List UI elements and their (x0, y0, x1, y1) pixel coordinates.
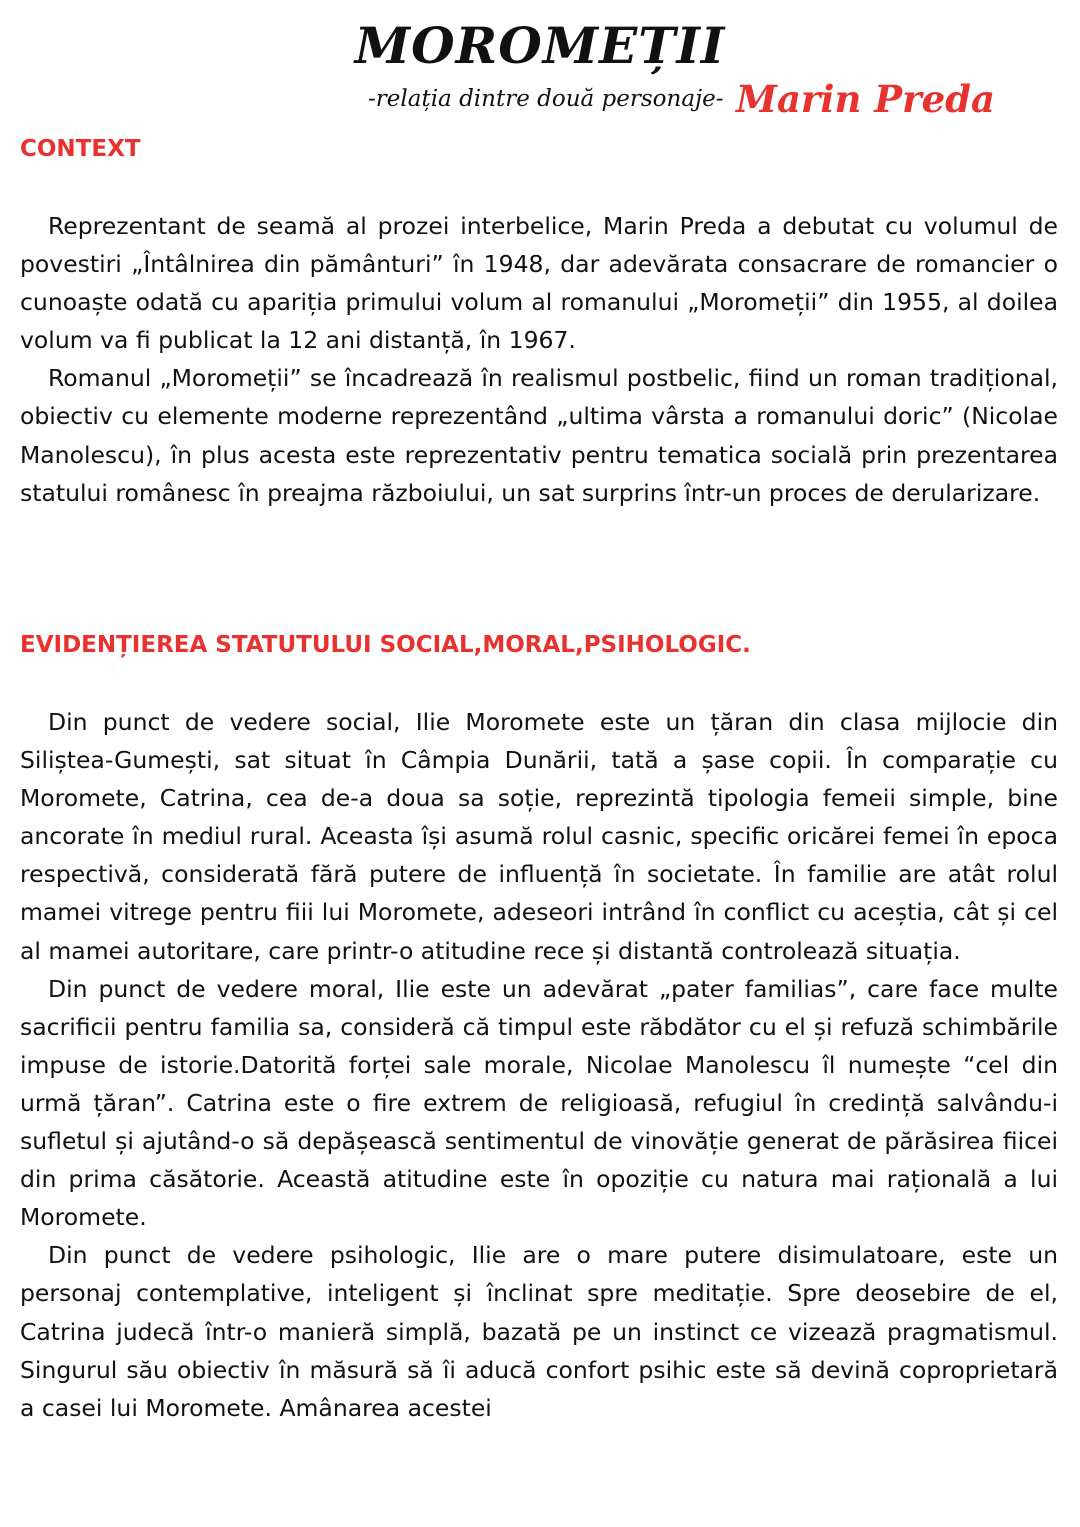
paragraph: Romanul „Moromeții” se încadrează în realismul postbelic, fiind un roman tradițional, obiectiv cu elemente moderne reprezentând „ultima vârsta a romanului doric” (Nicolae Manolescu), în plus acesta este reprezentativ pentru tematica socială prin prezentarea statului românesc în preajma războiului, un sat surprins într-un proces de derularizare. (20, 364, 1058, 507)
document-title: MOROMEȚII (354, 16, 726, 75)
author-name: Marin Preda (736, 77, 995, 121)
paragraph: Din punct de vedere moral, Ilie este un adevărat „pater familias”, care face multe sacrificii pentru familia sa, consideră că timpul este răbdător cu el și refuză schimbările impuse de istorie.Datorită forței sale morale, Nicolae Manolescu îl numește “cel din urmă țăran”. Catrina este o fire extrem de religioasă, refugiul în credință salvându-i sufletul și ajutând-o să depășească sentimentul de vinovăție generat de părăsirea fiicei din prima căsătorie. Această atitudine este în opoziție cu natura mai rațională a lui Moromete. (20, 974, 1058, 1232)
section-heading-context: CONTEXT (20, 136, 141, 162)
section-body-context (20, 207, 1058, 512)
document-subtitle: -relația dintre două personaje- (368, 86, 724, 112)
section-heading-status: EVIDENȚIEREA STATUTULUI SOCIAL,MORAL,PSIHOLOGIC. (20, 632, 751, 658)
section-body-status (20, 703, 1058, 1427)
paragraph: Reprezentant de seamă al prozei interbelice, Marin Preda a debutat cu volumul de povestiri „Întâlnirea din pământuri” în 1948, dar adevărata consacrare de romancier o cunoaște odată cu apariția primului volum al romanului „Moromeții” din 1955, al doilea volum va fi publicat la 12 ani distanță, în 1967. (20, 212, 1058, 355)
paragraph: Din punct de vedere psihologic, Ilie are o mare putere disimulatoare, este un personaj contemplative, inteligent și înclinat spre meditație. Spre deosebire de el, Catrina judecă într-o manieră simplă, bazată pe un instinct ce vizează pragmatismul. Singurul său obiectiv în măsură să îi aducă confort psihic este să devină coproprietară a casei lui Moromete. Amânarea acestei (20, 1241, 1058, 1422)
paragraph: Din punct de vedere social, Ilie Moromete este un țăran din clasa mijlocie din Siliștea-Gumești, sat situat în Câmpia Dunării, tată a șase copii. În comparație cu Moromete, Catrina, cea de-a doua sa soție, reprezintă tipologia femeii simple, bine ancorate în mediul rural. Aceasta își asumă rolul casnic, specific oricărei femei în epoca respectivă, considerată fără putere de influență în societate. În familie are atât rolul mamei vitrege pentru fiii lui Moromete, adeseori intrând în conflict cu aceștia, cât și cel al mamei autoritare, care printr-o atitudine rece și distantă controlează situația. (20, 708, 1058, 965)
